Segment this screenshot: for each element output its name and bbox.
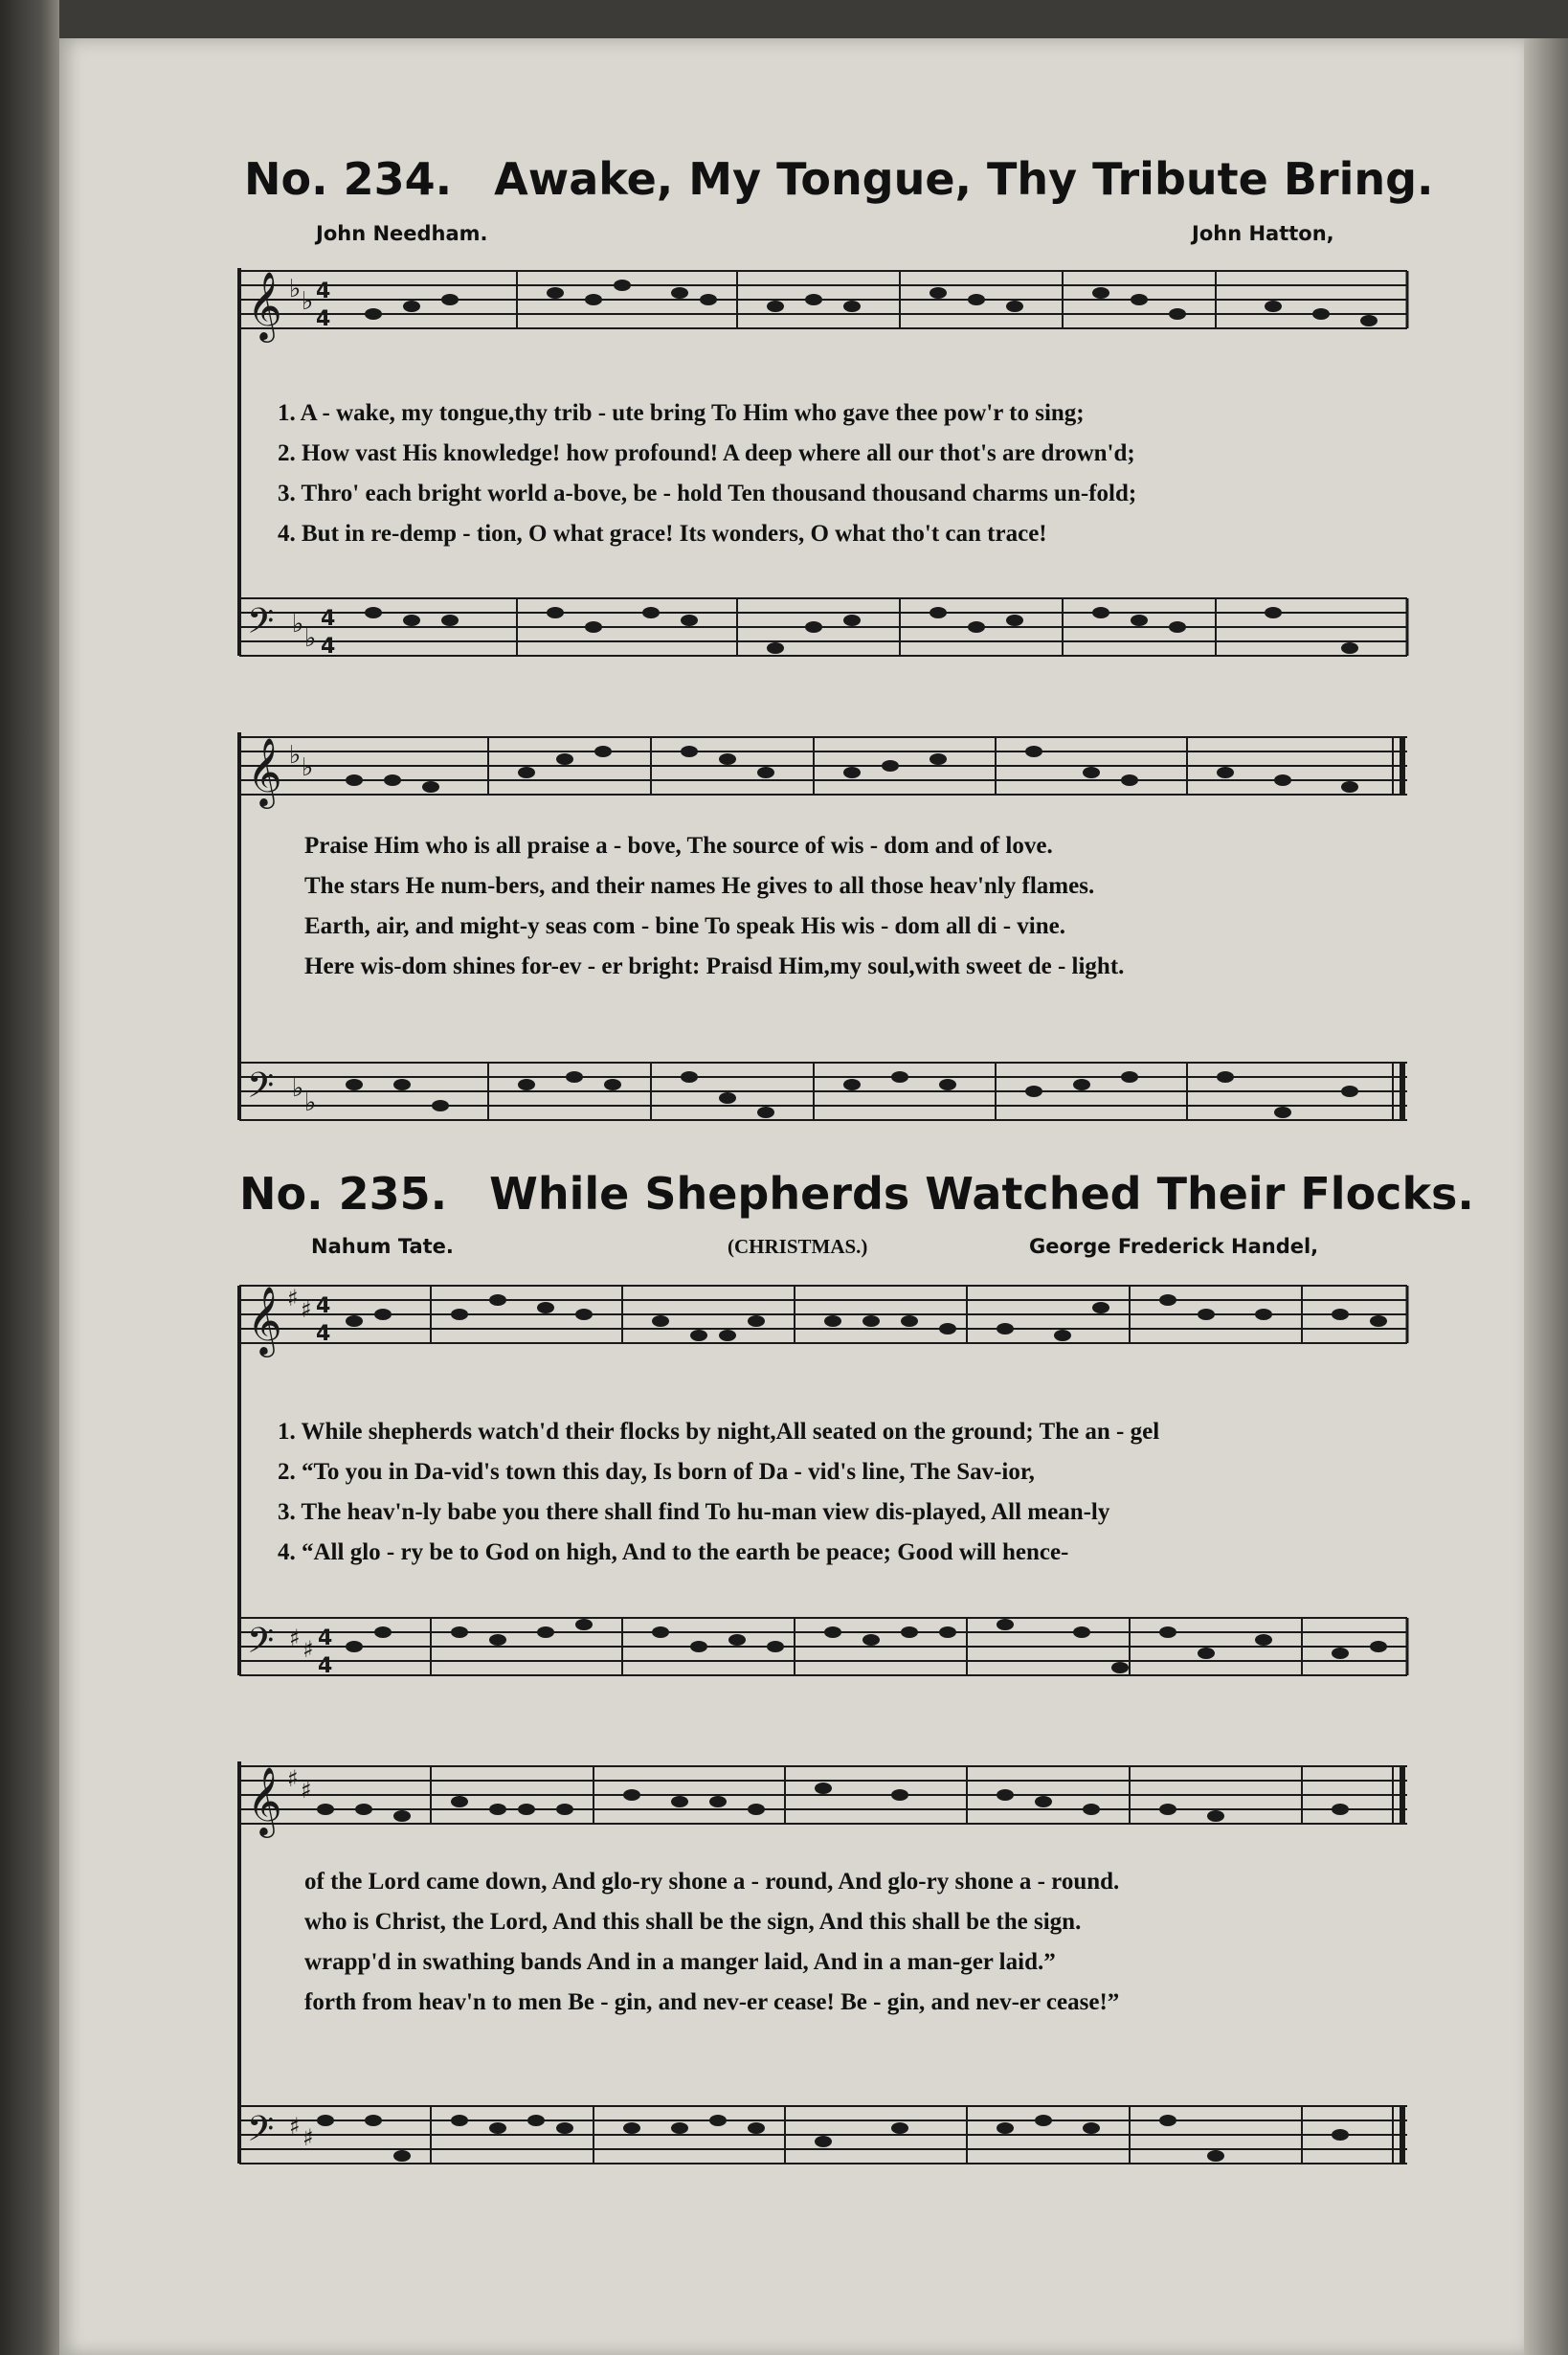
staff-lines xyxy=(172,2101,1417,2187)
music-staff-bass xyxy=(172,2101,1417,2187)
music-staff-treble xyxy=(172,1761,1417,1857)
verse-line: 3. The heav'n-ly babe you there shall find To hu-man view dis-played, All mean-ly xyxy=(278,1499,1110,1525)
staff-lines xyxy=(172,1281,1417,1377)
verse-line: 2. How vast His knowledge! how profound! A deep where all our thot's are drown'd; xyxy=(278,440,1135,466)
hymn-234-composer: John Hatton, xyxy=(1192,222,1334,245)
music-staff-bass xyxy=(172,1058,1417,1144)
verse-line: The stars He num-bers, and their names He gives to all those heav'nly flames. xyxy=(304,873,1095,899)
svg-text:♭: ♭ xyxy=(292,610,304,639)
svg-text:𝄞: 𝄞 xyxy=(247,1285,282,1355)
hymn-235-occasion: (CHRISTMAS.) xyxy=(728,1235,868,1258)
verse-line: 4. “All glo - ry be to God on high, And to the earth be peace; Good will hence- xyxy=(278,1539,1069,1565)
staff-lines xyxy=(172,266,1417,362)
hymn-number: No. 234. xyxy=(244,153,453,205)
hymn-number: No. 235. xyxy=(239,1168,448,1220)
staff-lines xyxy=(172,732,1417,828)
next-page-edge xyxy=(1524,38,1568,2355)
verse-line: 2. “To you in Da-vid's town this day, Is born of Da - vid's line, The Sav-ior, xyxy=(278,1459,1035,1485)
book-spine xyxy=(0,0,59,2355)
staff-lines xyxy=(172,1761,1417,1857)
svg-text:♯: ♯ xyxy=(302,2124,314,2151)
hymn-235-composer: George Frederick Handel, xyxy=(1029,1235,1319,1258)
svg-text:♭: ♭ xyxy=(289,275,302,303)
hymn-title-text: Awake, My Tongue, Thy Tribute Bring. xyxy=(494,153,1434,205)
svg-text:𝄞: 𝄞 xyxy=(247,270,282,340)
svg-text:♯: ♯ xyxy=(289,2113,301,2140)
music-staff-treble xyxy=(172,1281,1417,1377)
svg-text:♯: ♯ xyxy=(287,1285,299,1312)
svg-text:4: 4 xyxy=(316,1294,331,1318)
hymn-235-title xyxy=(239,1168,1474,1220)
verse-line: Earth, air, and might-y seas com - bine To speak His wis - dom all di - vine. xyxy=(304,913,1066,939)
svg-text:♯: ♯ xyxy=(287,1765,299,1792)
music-staff-treble xyxy=(172,732,1417,828)
svg-text:♭: ♭ xyxy=(302,753,314,782)
svg-text:♯: ♯ xyxy=(302,1636,314,1663)
music-staff-treble xyxy=(172,266,1417,362)
music-staff-bass xyxy=(172,1613,1417,1699)
svg-text:4: 4 xyxy=(321,607,336,631)
svg-text:♭: ♭ xyxy=(292,1074,304,1103)
svg-text:4: 4 xyxy=(316,280,331,303)
svg-text:𝄢: 𝄢 xyxy=(247,1065,275,1114)
svg-text:4: 4 xyxy=(318,1654,333,1678)
verse-line: wrapp'd in swathing bands And in a manger laid, And in a man-ger laid.” xyxy=(304,1949,1056,1975)
verse-line: Praise Him who is all praise a - bove, The source of wis - dom and of love. xyxy=(304,833,1053,859)
verse-line: of the Lord came down, And glo-ry shone a - round, And glo-ry shone a - round. xyxy=(304,1869,1120,1895)
svg-text:𝄞: 𝄞 xyxy=(247,1765,282,1835)
svg-text:♭: ♭ xyxy=(289,741,302,770)
staff-lines xyxy=(172,594,1417,680)
svg-text:4: 4 xyxy=(318,1626,333,1650)
hymn-234-title xyxy=(244,153,1434,205)
hymn-title-text: While Shepherds Watched Their Flocks. xyxy=(489,1168,1474,1220)
svg-text:𝄢: 𝄢 xyxy=(247,1621,275,1670)
svg-text:♯: ♯ xyxy=(289,1625,301,1651)
svg-text:𝄢: 𝄢 xyxy=(247,601,275,650)
svg-text:𝄞: 𝄞 xyxy=(247,736,282,806)
verse-line: 1. A - wake, my tongue,thy trib - ute bring To Him who gave thee pow'r to sing; xyxy=(278,400,1085,426)
svg-text:𝄢: 𝄢 xyxy=(247,2109,275,2158)
staff-lines xyxy=(172,1613,1417,1699)
music-staff-bass xyxy=(172,594,1417,680)
svg-text:♯: ♯ xyxy=(301,1296,312,1323)
svg-text:4: 4 xyxy=(316,307,331,331)
hymn-234-author: John Needham. xyxy=(316,222,488,245)
svg-text:♭: ♭ xyxy=(302,287,314,316)
svg-text:♭: ♭ xyxy=(304,624,317,653)
svg-text:♯: ♯ xyxy=(301,1777,312,1804)
svg-text:4: 4 xyxy=(321,635,336,659)
hymn-235-author: Nahum Tate. xyxy=(311,1235,454,1258)
svg-text:4: 4 xyxy=(316,1322,331,1346)
verse-line: forth from heav'n to men Be - gin, and nev-er cease! Be - gin, and nev-er cease!” xyxy=(304,1989,1120,2015)
svg-text:♭: ♭ xyxy=(304,1088,317,1117)
verse-line: Here wis-dom shines for-ev - er bright: Praisd Him,my soul,with sweet de - light. xyxy=(304,953,1125,979)
verse-line: 1. While shepherds watch'd their flocks by night,All seated on the ground; The an - gel xyxy=(278,1419,1160,1445)
staff-lines xyxy=(172,1058,1417,1144)
verse-line: who is Christ, the Lord, And this shall be the sign, And this shall be the sign. xyxy=(304,1909,1082,1935)
verse-line: 3. Thro' each bright world a-bove, be - hold Ten thousand thousand charms un-fold; xyxy=(278,481,1137,506)
verse-line: 4. But in re-demp - tion, O what grace! Its wonders, O what tho't can trace! xyxy=(278,521,1047,547)
